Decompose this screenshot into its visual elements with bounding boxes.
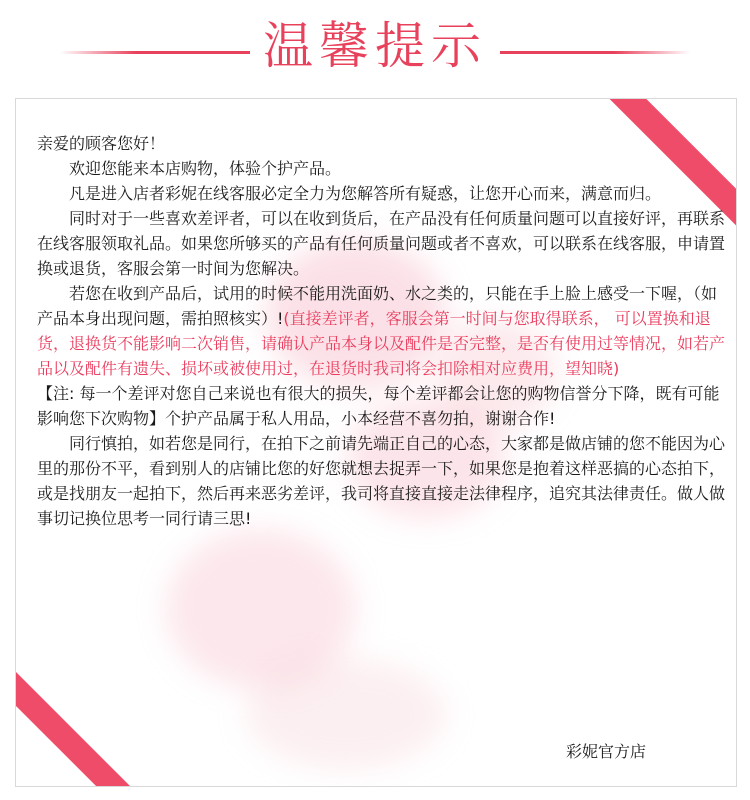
page-title: 温馨提示 (263, 17, 487, 75)
petal-decoration (246, 659, 446, 769)
title-right-rule (500, 51, 690, 54)
notice-card (15, 98, 737, 787)
greeting: 亲爱的顾客您好！ (37, 134, 166, 153)
paragraph-welcome: 欢迎您能来本店购物，体验个护产品。 (69, 159, 342, 178)
store-signature: 彩妮官方店 (566, 742, 647, 761)
paragraph-reviews: 同时对于一些喜欢差评者，可以在收到货后，在产品没有任何质量问题可以直接好评，再联系在线客服领取礼品。如果您所够买的产品有任何质量问题或者不喜欢，可以联系在线客服，申请置换或退货，客服会第一时间为您解决。 (37, 209, 726, 278)
notice-body (37, 131, 727, 531)
paragraph-service: 凡是进入店者彩妮在线客服必定全力为您解答所有疑惑，让您开心而来，满意而归。 (69, 184, 662, 203)
trial-text: 若您在收到产品后，试用的时候不能用洗面奶、水之类的，只能在手上脸上感受一下喔，（如产品本身出现问题，需拍照核实）! (37, 284, 718, 328)
corner-band-bottom-left (15, 644, 151, 787)
paragraph-trial (37, 281, 727, 381)
paragraph-note: 【注: 每一个差评对您自己来说也有很大的损失，每个差评都会让您的购物信誉分下降，既有可能影响您下次购物】个护产品属于私人用品，小本经营不喜勿拍，谢谢合作! (37, 384, 720, 428)
trial-warning-red: (直接差评者，客服会第一时间与您取得联系， 可以置换和退货，退换货不能影响二次销售，请确认产品本身以及配件是否完整，是否有使用过等情况，如若产品以及配件有遗失、损坏或被使用过，在退货时我司将会扣除相对应费用，望知晓) (37, 309, 726, 378)
header (0, 0, 750, 95)
paragraph-peers: 同行慎拍，如若您是同行，在拍下之前请先端正自己的心态，大家都是做店铺的您不能因为心里的那份不平，看到别人的店铺比您的好您就想去捉弄一下，如果您是抱着这样恶搞的心态拍下，或是找朋友一起拍下，然后再来恶劣差评，我司将直接直接走法律程序，追究其法律责任。做人做事切记换位思考一同行请三思! (37, 434, 726, 528)
